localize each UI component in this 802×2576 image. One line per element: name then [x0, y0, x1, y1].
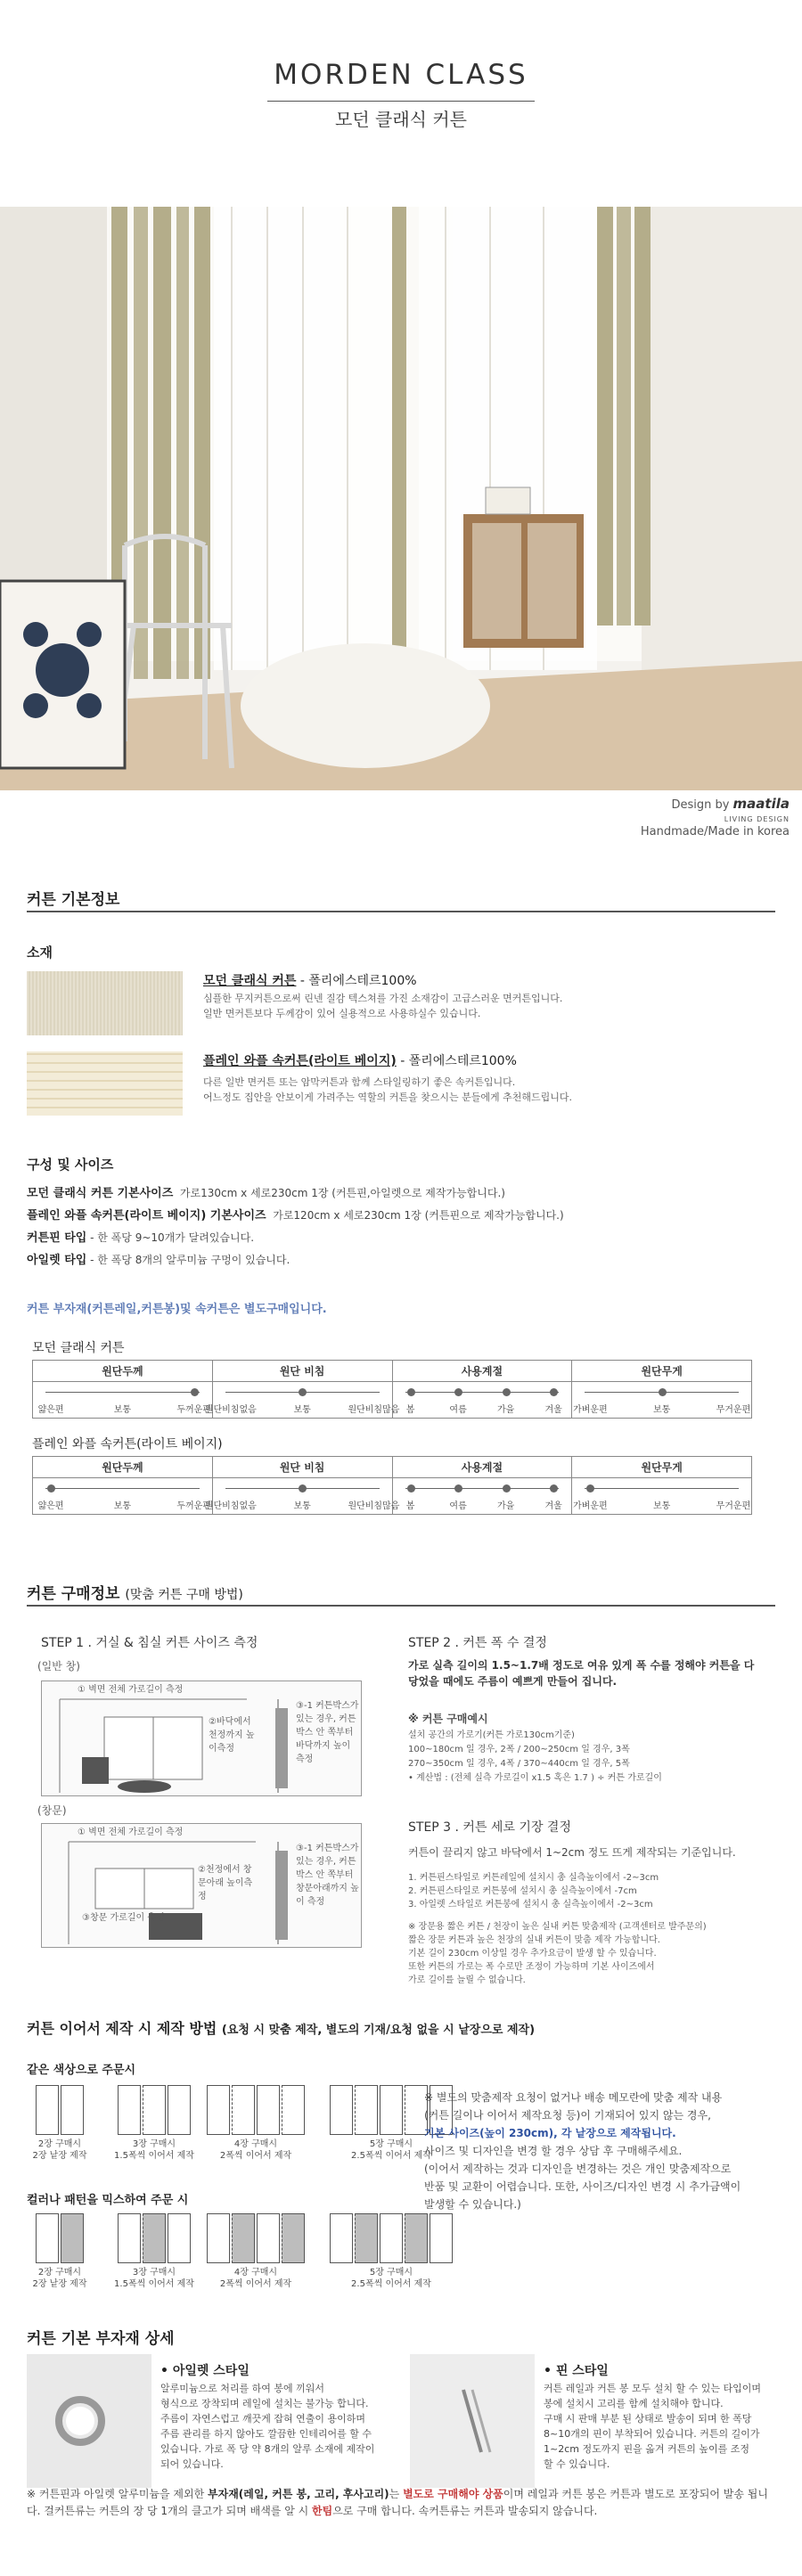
scale-line [45, 1392, 200, 1393]
step2-example-2: 270~350cm 일 경우, 4폭 / 370~440cm 일 경우, 5폭 [408, 1759, 630, 1769]
scale-label: 무거운편 [716, 1405, 751, 1415]
material-label: 소재 [27, 945, 53, 961]
pattern-label: 4장 구매시 2폭씩 이어서 제작 [219, 2139, 292, 2161]
material-2-desc-line1: 다른 일반 면커튼 또는 암막커튼과 함께 스타일링하기 좋은 속커튼입니다. [203, 1076, 516, 1088]
footer-note: ※ 커튼핀과 아일렛 알루미늄을 제외한 부자재(레일, 커튼 봉, 고리, 후사고리)는 별도로 구매해야 상품이며 레일과 커튼 봉은 커튼과 별도로 포장되어 발송 됩니다. 걸커튼류는 커튼의 장 당 1개의 클고가 되며 배색를 알 시 한팀으로 구매 합니다. 속커튼류는 커튼과 발송되지 않습니다. [27, 2488, 768, 2517]
scale-label: 원단비침많음 [348, 1501, 400, 1511]
basic-info-heading: 커튼 기본정보 [27, 891, 120, 909]
brand-logo: maatila [732, 796, 790, 812]
scale-label: 보통 [652, 1501, 671, 1511]
page-title-en: MORDEN CLASS [274, 59, 528, 91]
step2-example-title: ※ 커튼 구매예시 [408, 1713, 488, 1725]
purchase-heading-small: (맞춤 커튼 구매 방법) [125, 1588, 243, 1602]
scale-cell [393, 1382, 573, 1418]
scale-selected-dot [299, 1484, 307, 1492]
material-1-desc [203, 991, 562, 1021]
scale-label: 원단비침많음 [348, 1405, 400, 1415]
scale-line [585, 1488, 739, 1489]
scale-label: 보통 [293, 1501, 311, 1511]
scale-selected-dot [454, 1388, 462, 1396]
scale-selected-dot [299, 1388, 307, 1396]
d1-label-b: ②바닥에서 천정까지 높이측정 [209, 1717, 255, 1754]
pattern-label: 3장 구매시 1.5폭씩 이어서 제작 [114, 2268, 194, 2289]
material-1-composition: - 폴리에스테르100% [296, 974, 417, 988]
scale-label: 봄 [405, 1405, 415, 1415]
scale-label: 봄 [405, 1501, 415, 1511]
material-1-title [203, 971, 417, 989]
eyelet-desc: 알루미늄으로 처리를 하여 봉에 끼워서 형식으로 장착되며 레일에 설치는 불가능 합니다. 주름이 자연스럽고 깨끗게 잡혀 연출이 용이하며 주름 관리를 하지 않아도 깔끔한 인테리어를 할 수 있습니다. 가로 폭 당 약 8개의 알루 소재에 제작이 되어 있습니다. [160, 2383, 375, 2470]
step2-calc: • 계산법 : (전체 실측 가로길이 x1.5 혹은 1.7 ) ÷ 커튼 가로길이 [408, 1773, 662, 1783]
scale-line [405, 1392, 560, 1393]
step3-title: STEP 3 . 커튼 세로 기장 결정 [408, 1820, 571, 1835]
section-accessories [27, 2326, 775, 2348]
scale-line [405, 1488, 560, 1489]
curtain-panel [143, 2213, 166, 2263]
scale-label: 겨울 [544, 1405, 562, 1415]
step2-title: STEP 2 . 커튼 폭 수 결정 [408, 1636, 547, 1650]
step3-note-4: 또한 커튼의 가로는 폭 수로만 조정이 가능하며 기본 사이즈에서 [408, 1962, 655, 1972]
pattern-diagram [118, 2213, 191, 2263]
scale-label: 얇은편 [37, 1405, 64, 1415]
same-color-label: 같은 색상으로 주문시 [27, 2064, 136, 2077]
curtain-panel [257, 2213, 280, 2263]
curtain-panel [36, 2213, 59, 2263]
scale-label: 가을 [496, 1501, 515, 1511]
scale-selected-dot [454, 1484, 462, 1492]
pattern-label: 2장 구매시 2장 낱장 제작 [32, 2139, 87, 2161]
curtain-panel [168, 2085, 191, 2135]
d2-label-c: ③창문 가로길이 측정 [82, 1913, 165, 1923]
curtain-panel [282, 2085, 305, 2135]
title-divider [267, 101, 535, 102]
curtain-panel [257, 2085, 280, 2135]
pin-title: • 핀 스타일 [544, 2364, 609, 2378]
table-header-cell: 원단두께 [33, 1457, 213, 1477]
curtain-panel [380, 2085, 403, 2135]
curtain-panel [118, 2213, 141, 2263]
purchase-heading: 커튼 구매정보 [27, 1585, 120, 1603]
material-2-desc-line2: 어느정도 집안을 안보이게 가려주는 역할의 커튼을 찾으시는 분들에게 추천해드립니다. [203, 1092, 573, 1103]
scale-cell [33, 1382, 213, 1418]
property-table-1 [32, 1360, 752, 1419]
scale-selected-dot [191, 1388, 199, 1396]
curtain-panel [207, 2085, 230, 2135]
accessory-notice: 커튼 부자재(커튼레일,커튼봉)및 속커튼은 별도구매입니다. [27, 1303, 327, 1316]
window-bay-label: (창문) [37, 1804, 67, 1817]
scale-cell [572, 1382, 751, 1418]
scale-label: 겨울 [544, 1501, 562, 1511]
table-1-title: 모던 클래식 커튼 [32, 1341, 125, 1355]
photo-credit [641, 796, 790, 838]
pattern-diagram [207, 2213, 305, 2263]
scale-selected-dot [550, 1388, 558, 1396]
diagram-window [41, 1823, 362, 1948]
step3-list-3: 3. 아일렛 스타일로 커튼봉에 설치시 총 실측높이에서 -2~3cm [408, 1900, 653, 1910]
hero-photo [0, 207, 802, 790]
step2-example-1: 100~180cm 일 경우, 2폭 / 200~250cm 일 경우, 3폭 [408, 1745, 630, 1754]
step3-note-5: 가로 길이를 늘릴 수 없습니다. [408, 1975, 526, 1985]
scale-label: 가을 [496, 1405, 515, 1415]
material-1-name: 모던 클래식 커튼 [203, 974, 297, 988]
pattern-diagram [36, 2085, 84, 2135]
scale-selected-dot [503, 1484, 511, 1492]
material-1-desc-line2: 일반 면커튼보다 두께감이 있어 실용적으로 사용하실수 있습니다. [203, 1008, 481, 1019]
step1-title: STEP 1 . 거실 & 침실 커튼 사이즈 측정 [41, 1636, 258, 1650]
pattern-label: 4장 구매시 2폭씩 이어서 제작 [219, 2268, 292, 2289]
pattern-label: 2장 구매시 2장 낱장 제작 [32, 2268, 87, 2289]
scale-label: 보통 [113, 1405, 132, 1415]
table-2-title: 플레인 와플 속커튼(라이트 베이지) [32, 1437, 223, 1452]
curtain-panel [330, 2085, 353, 2135]
curtain-panel [207, 2213, 230, 2263]
step3-list-2: 2. 커튼핀스타일로 커튼봉에 설치시 총 실측높이에서 -7cm [408, 1886, 637, 1896]
step3-note-1: ※ 장문용 짧은 커튼 / 천장이 높은 실내 커튼 맞춤제작 (고객센터로 발주문의) [408, 1922, 707, 1932]
mix-color-label: 컬러나 패턴을 믹스하여 주문 시 [27, 2194, 189, 2207]
pattern-diagram [330, 2213, 453, 2263]
table-header-cell: 사용계절 [393, 1457, 573, 1477]
curtain-panel [168, 2213, 191, 2263]
scale-selected-dot [47, 1484, 55, 1492]
scale-selected-dot [407, 1484, 415, 1492]
brand-sub: LIVING DESIGN [724, 815, 790, 823]
spec-row: 모던 클래식 커튼 기본사이즈 가로130cm x 세로230cm 1장 (커튼핀,아일렛으로 제작가능합니다.) [27, 1187, 505, 1200]
scale-selected-dot [407, 1388, 415, 1396]
step2-example-sub: 설치 공간의 가로기(커튼 가로130cm기준) [408, 1730, 575, 1740]
table-header-cell: 원단 비침 [213, 1361, 393, 1381]
scale-label: 보통 [113, 1501, 132, 1511]
step3-desc: 커튼이 끌리지 않고 바닥에서 1~2cm 정도 뜨게 제작되는 기준입니다. [408, 1846, 736, 1859]
curtain-panel [118, 2085, 141, 2135]
material-swatch-2 [27, 1051, 183, 1116]
curtain-panel [355, 2085, 378, 2135]
scale-label: 무거운편 [716, 1501, 751, 1511]
scale-selected-dot [550, 1484, 558, 1492]
pattern-diagram [36, 2213, 84, 2263]
joined-notes: ※ 별도의 맞춤제작 요청이 없거나 배송 메모란에 맞춤 제작 내용 (커튼 길이나 이어서 제작요청 등)이 기재되어 있지 않는 경우, 기본 사이즈(높이 230cm), 각 낱장으로 제작됩니다. 사이즈 및 디자인을 변경 할 경우 상담 후 구매해주세요. (이어서 제작하는 것과 디자인을 변경하는 것은 개인 맞춤제작으로 반품 및 교환이 어렵습니다. 또한, 사이즈/디자인 변경 시 추가금액이 발생할 수 있습니다.) [424, 2091, 741, 2211]
d2-label-a: ① 벽면 전체 가로길이 측정 [78, 1828, 184, 1837]
scale-selected-dot [586, 1484, 594, 1492]
pattern-diagram [118, 2085, 191, 2135]
table-header-cell: 사용계절 [393, 1361, 573, 1381]
material-2-name: 플레인 와플 속커튼(라이트 베이지) [203, 1054, 397, 1068]
scale-label: 원단비침없음 [204, 1501, 257, 1511]
scale-cell [204, 1478, 400, 1514]
curtain-panel [380, 2213, 403, 2263]
material-1-desc-line1: 심플한 무지커튼으로써 린넨 질감 텍스쳐를 가진 소재감이 고급스러운 면커튼입니다. [203, 993, 563, 1004]
section-joined [27, 2017, 775, 2038]
scale-line [45, 1488, 200, 1489]
pin-photo [410, 2354, 535, 2488]
scale-cell [572, 1478, 751, 1514]
scale-label: 가벼운편 [572, 1405, 608, 1415]
spec-row: 플레인 와플 속커튼(라이트 베이지) 기본사이즈 가로120cm x 세로230cm 1장 (커튼핀으로 제작가능합니다.) [27, 1209, 564, 1223]
curtain-panel [232, 2213, 255, 2263]
window-general-label: (일반 창) [37, 1660, 80, 1672]
scale-selected-dot [503, 1388, 511, 1396]
d2-label-b: ②천정에서 창문아래 높이측정 [198, 1865, 253, 1901]
joined-heading: 커튼 이어서 제작 시 제작 방법 [27, 2020, 217, 2037]
section-purchase [27, 1581, 775, 1603]
curtain-panel [36, 2085, 59, 2135]
material-2-desc [203, 1075, 572, 1105]
diagram-general-window [41, 1681, 362, 1796]
joined-heading-small: (요청 시 맞춤 제작, 별도의 기재/요청 없을 시 낱장으로 제작) [221, 2024, 536, 2037]
scale-label: 보통 [652, 1405, 671, 1415]
scale-label: 가벼운편 [572, 1501, 608, 1511]
scale-label: 보통 [293, 1405, 311, 1415]
composition-label: 구성 및 사이즈 [27, 1157, 114, 1173]
curtain-panel [430, 2213, 453, 2263]
d1-label-a: ① 벽면 전체 가로길이 측정 [78, 1685, 184, 1695]
curtain-panel [330, 2213, 353, 2263]
eyelet-title: • 아일렛 스타일 [160, 2364, 250, 2378]
scale-cell [393, 1478, 573, 1514]
section-basic-info [27, 887, 775, 909]
scale-label: 여름 [449, 1501, 467, 1511]
pattern-label: 5장 구매시 2.5폭씩 이어서 제작 [351, 2139, 431, 2161]
scale-selected-dot [659, 1388, 667, 1396]
step3-note-3: 기본 길이 230cm 이상일 경우 추가요금이 발생 할 수 있습니다. [408, 1949, 657, 1959]
curtain-panel [232, 2085, 255, 2135]
table-header-cell: 원단 비침 [213, 1457, 393, 1477]
eyelet-photo [27, 2354, 151, 2488]
scale-cell [33, 1478, 213, 1514]
curtain-panel [143, 2085, 166, 2135]
page-title-ko: 모던 클래식 커튼 [335, 109, 467, 130]
scale-label: 얇은편 [37, 1501, 64, 1511]
scale-label: 두꺼운편 [176, 1501, 211, 1511]
curtain-panel [61, 2085, 84, 2135]
pattern-diagram [207, 2085, 305, 2135]
spec-row: 커튼핀 타입 - 한 폭당 9~10개가 달려있습니다. [27, 1231, 255, 1245]
material-2-composition: - 폴리에스테르100% [396, 1054, 517, 1068]
scale-label: 여름 [449, 1405, 467, 1415]
table-header-cell: 원단무게 [641, 1461, 683, 1474]
pattern-label: 3장 구매시 1.5폭씩 이어서 제작 [114, 2139, 194, 2161]
d1-label-c: ③-1 커튼박스가 있는 경우, 커튼박스 안 쪽부터 바닥까지 높이 측정 [296, 1701, 359, 1764]
table-header-cell: 원단두께 [33, 1361, 213, 1381]
table-header-cell: 원단무게 [641, 1365, 683, 1378]
tagline: Handmade/Made in korea [640, 825, 790, 838]
curtain-panel [61, 2213, 84, 2263]
curtain-panel [355, 2213, 378, 2263]
step3-note-2: 짧은 장문 커튼과 높은 천장의 실내 커튼이 맞춤 제작 가능합니다. [408, 1935, 660, 1945]
d2-label-d: ③-1 커튼박스가 있는 경우, 커튼박스 안 쪽부터 창문아래까지 높이 측정 [296, 1844, 359, 1907]
pattern-label: 5장 구매시 2.5폭씩 이어서 제작 [351, 2268, 431, 2289]
material-swatch-1 [27, 971, 183, 1035]
pin-desc: 커튼 레일과 커튼 봉 모두 설치 할 수 있는 타입이며 봉에 설치시 고리를 함께 설치해야 합니다. 구매 시 판매 부분 된 상태로 발송이 되며 한 폭당 8~10개의 핀이 부착되어 있습니다. 커튼의 길이가 1~2cm 정도까지 핀을 옮겨 커튼의 높이를 조정 할 수 있습니다. [544, 2383, 761, 2470]
curtain-panel [282, 2213, 305, 2263]
property-table-2 [32, 1456, 752, 1515]
design-by-label: Design by [671, 798, 730, 812]
scale-label: 두꺼운편 [176, 1405, 211, 1415]
step2-desc: 가로 실측 길이의 1.5~1.7배 정도로 여유 있게 폭 수를 정해야 커튼을 다 당었을 때에도 주름이 예쁘게 만들어 집니다. [408, 1659, 755, 1688]
spec-row: 아일렛 타입 - 한 폭당 8개의 알루미늄 구멍이 있습니다. [27, 1254, 291, 1267]
scale-cell [204, 1382, 400, 1418]
scale-label: 원단비침없음 [204, 1405, 257, 1415]
accessories-heading: 커튼 기본 부자재 상세 [27, 2330, 175, 2348]
curtain-panel [405, 2213, 428, 2263]
step3-list-1: 1. 커튼핀스타일로 커튼레일에 설치시 총 실측높이에서 -2~3cm [408, 1873, 659, 1883]
material-2-title [203, 1051, 517, 1069]
